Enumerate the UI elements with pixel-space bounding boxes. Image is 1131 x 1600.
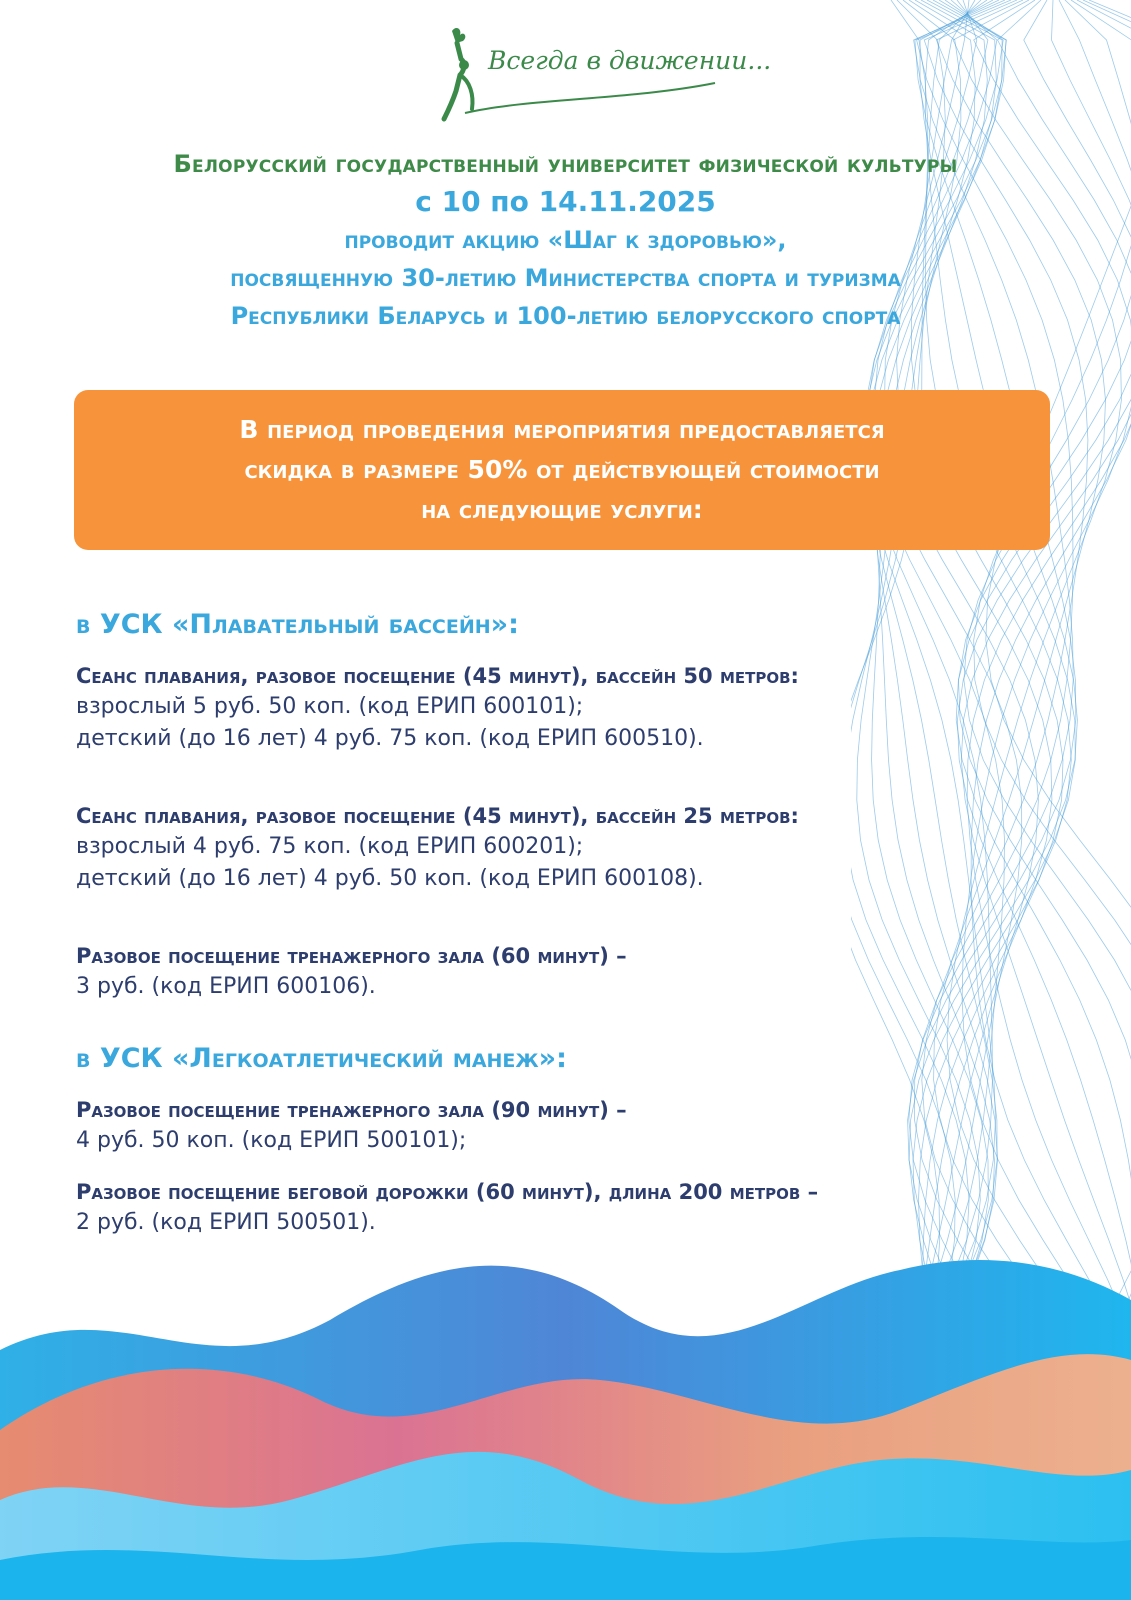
decorative-waves [0,1230,1131,1600]
service-pool-25 [76,801,996,895]
logo [430,20,772,130]
logo-swoosh [460,78,720,118]
event-line-3: Республики Беларусь и 100-летию белорусского спорта [230,302,901,330]
banner-line-2: скидка в размере 50% от действующей стоимости [244,455,880,484]
service-price: 4 руб. 50 коп. (код ЕРИП 500101); [76,1128,467,1153]
service-track-60 [76,1177,996,1239]
service-price: детский (до 16 лет) 4 руб. 50 коп. (код ЕРИП 600108). [76,866,704,891]
service-title: Разовое посещение тренажерного зала (90 минут) – [76,1098,627,1122]
service-title: Сеанс плавания, разовое посещение (45 минут), бассейн 25 метров: [76,804,799,828]
organization-name: Белорусский государственный университет физической культуры [173,150,958,178]
service-price: 2 руб. (код ЕРИП 500501). [76,1210,376,1235]
services-content [76,605,996,1239]
service-price: 3 руб. (код ЕРИП 600106). [76,974,376,999]
logo-slogan: Всегда в движении... [488,46,772,75]
section-title-pool: в УСК «Плавательный бассейн»: [76,609,519,640]
event-line-1: проводит акцию «Шаг к здоровью», [344,226,787,254]
banner-line-1: В период проведения мероприятия предоставляется [239,415,885,444]
service-gym-60 [76,941,996,1003]
header [0,145,1131,335]
event-line-2: посвященную 30-летию Министерства спорта и туризма [230,264,901,292]
service-title: Сеанс плавания, разовое посещение (45 минут), бассейн 50 метров: [76,664,799,688]
banner-line-3: на следующие услуги: [421,495,703,524]
service-gym-90 [76,1095,996,1157]
service-price: детский (до 16 лет) 4 руб. 75 коп. (код ЕРИП 600510). [76,726,704,751]
event-dates: с 10 по 14.11.2025 [415,185,716,218]
service-title: Разовое посещение беговой дорожки (60 минут), длина 200 метров – [76,1180,819,1204]
service-title: Разовое посещение тренажерного зала (60 минут) – [76,944,627,968]
service-pool-50 [76,661,996,755]
section-title-arena: в УСК «Легкоатлетический манеж»: [76,1043,567,1074]
service-price: взрослый 5 руб. 50 коп. (код ЕРИП 600101); [76,694,584,719]
discount-banner [74,390,1050,550]
service-price: взрослый 4 руб. 75 коп. (код ЕРИП 600201); [76,834,584,859]
